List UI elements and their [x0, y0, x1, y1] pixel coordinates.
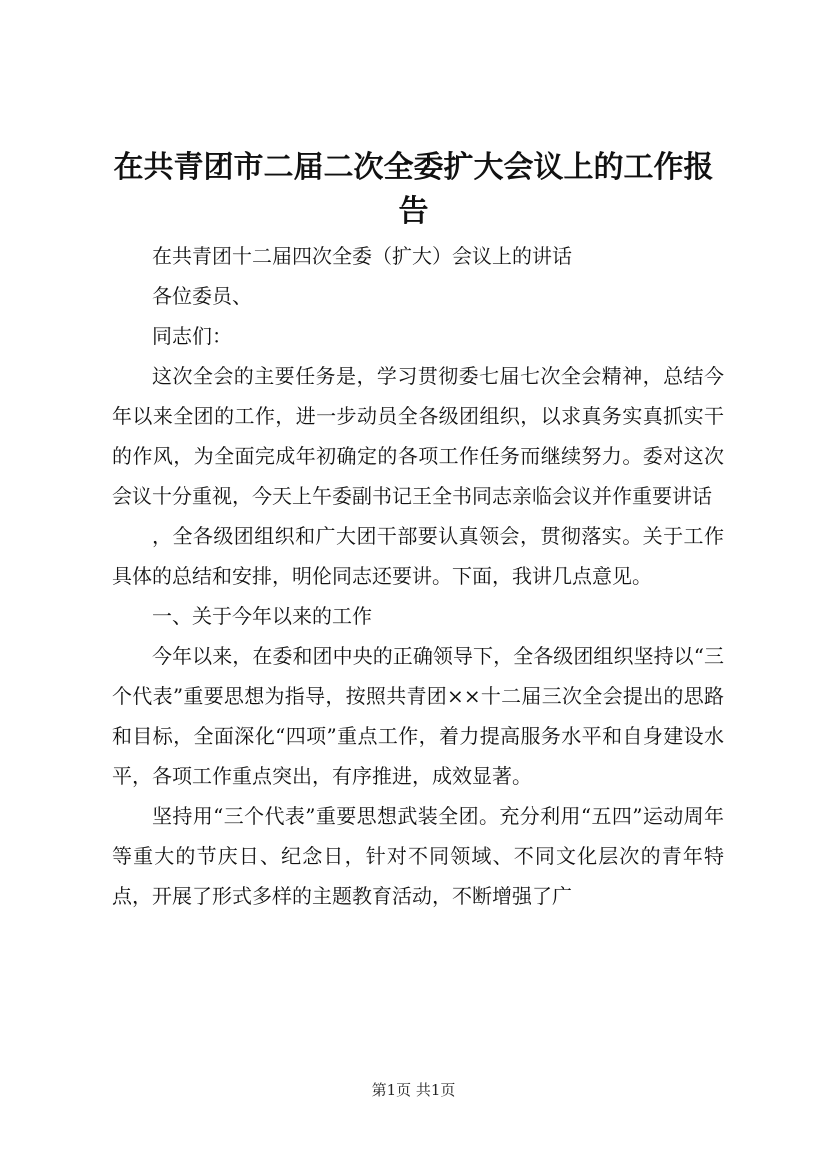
- document-body: [112, 236, 724, 916]
- paragraph-salutation-members: 各位委员、: [152, 284, 252, 308]
- paragraph-three-represents: 坚持用“三个代表”重要思想武装全团。充分利用“五四”运动周年等重大的节庆日、纪念日，针对不同领域、不同文化层次的青年特点，开展了形式多样的主题教育活动，不断增强了广: [112, 804, 724, 908]
- section-heading-1: 一、关于今年以来的工作: [152, 604, 372, 628]
- paragraph-meeting-tasks: 这次全会的主要任务是，学习贯彻委七届七次全会精神，总结今年以来全团的工作，进一步动员全各级团组织，以求真务实真抓实干的作风，为全面完成年初确定的各项工作任务而继续努力。委对这次会议十分重视，今天上午委副书记王全书同志亲临会议并作重要讲话: [112, 364, 724, 508]
- document-title: 在共青团市二届二次全委扩大会议上的工作报告: [113, 150, 714, 229]
- paragraph-salutation-comrades: 同志们：: [152, 324, 232, 348]
- page-number-footer: 第1页 共1页: [371, 1081, 456, 1099]
- paragraph-speech-heading: 在共青团十二届四次全委（扩大）会议上的讲话: [152, 244, 572, 268]
- paragraph-this-year: 今年以来，在委和团中央的正确领导下，全各级团组织坚持以“三个代表”重要思想为指导，按照共青团××十二届三次全会提出的思路和目标，全面深化“四项”重点工作，着力提高服务水平和自身建设水平，各项工作重点突出，有序推进，成效显著。: [112, 644, 724, 788]
- paragraph-implementation: ，全各级团组织和广大团干部要认真领会，贯彻落实。关于工作具体的总结和安排，明伦同志还要讲。下面，我讲几点意见。: [112, 524, 724, 588]
